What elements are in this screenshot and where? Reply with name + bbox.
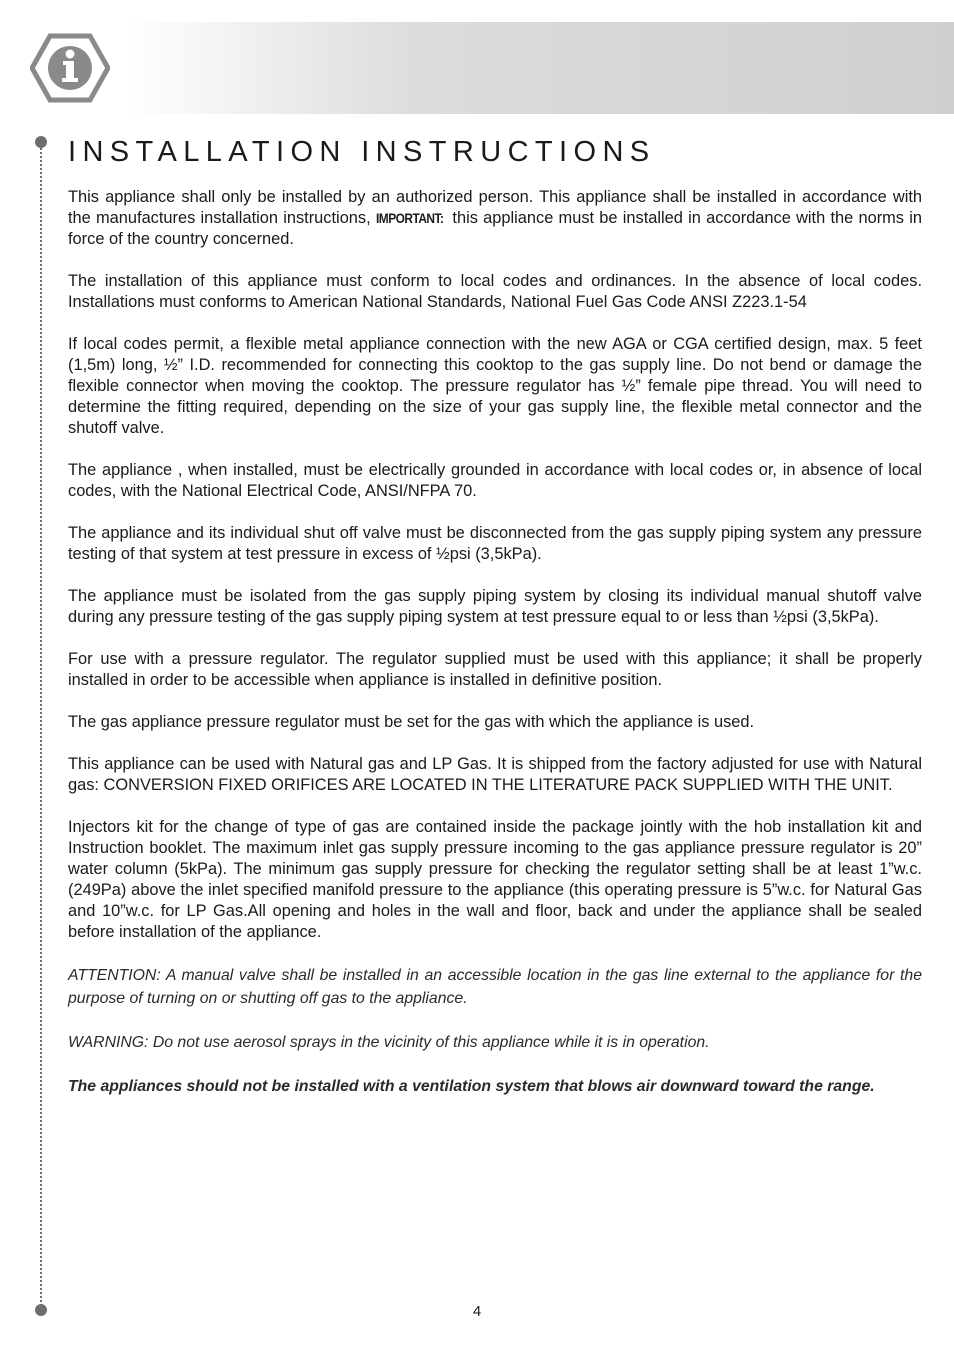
- paragraph-authorized-person: [68, 187, 922, 250]
- margin-dotted-rule: [40, 144, 42, 1310]
- paragraph-local-codes: The installation of this appliance must conform to local codes and ordinances. In the absence of local codes. Installations must conforms to American National Standards, National Fuel Gas Code ANSI Z223.1-54: [68, 272, 922, 311]
- info-icon: [30, 33, 110, 103]
- paragraph-gas-types: This appliance can be used with Natural gas and LP Gas. It is shipped from the factory adjusted for use with Natural gas: CONVERSION FIXED ORIFICES ARE LOCATED IN THE LITERATURE PACK SUPPLIED WITH THE UNIT.: [68, 755, 922, 794]
- paragraph-grounding: The appliance , when installed, must be electrically grounded in accordance with local codes or, in absence of local codes, with the National Electrical Code, ANSI/NFPA 70.: [68, 461, 922, 500]
- attention-note: ATTENTION: A manual valve shall be installed in an accessible location in the gas line external to the appliance for the purpose of turning on or shutting off gas to the appliance.: [68, 967, 922, 1007]
- paragraph-text: This appliance shall only be installed by an authorized person. This appliance shall be installed in accordance with the manufactures installation instructions,: [68, 188, 922, 227]
- header-band: [125, 22, 954, 114]
- ventilation-note: The appliances should not be installed with a ventilation system that blows air downward toward the range.: [68, 1078, 875, 1095]
- paragraph-pressure-regulator: For use with a pressure regulator. The regulator supplied must be used with this appliance; it shall be properly installed in order to be accessible when appliance is installed in definitive position.: [68, 650, 922, 689]
- instructions-body: [68, 187, 922, 1119]
- warning-note: WARNING: Do not use aerosol sprays in the vicinity of this appliance while it is in operation.: [68, 1034, 710, 1051]
- paragraph-flexible-connector: If local codes permit, a flexible metal appliance connection with the new AGA or CGA certified design, max. 5 feet (1,5m) long, ½” I.D. recommended for connecting this cooktop to the gas supply line. Do not bend or damage the flexible connector when moving the cooktop. The pressure regulator has ½” female pipe thread. You will need to determine the fitting required, depending on the size of your gas supply line, the flexible metal connector and the shutoff valve.: [68, 335, 922, 437]
- important-label: IMPORTANT:: [375, 210, 444, 226]
- paragraph-shutoff-disconnect: The appliance and its individual shut off valve must be disconnected from the gas supply piping system any pressure testing of that system at test pressure in excess of ½psi (3,5kPa).: [68, 524, 922, 563]
- paragraph-injectors-kit: Injectors kit for the change of type of gas are contained inside the package jointly with the hob installation kit and Instruction booklet. The maximum inlet gas supply pressure incoming to the gas appliance pressure regulator is 20” water column (5kPa). The minimum gas supply pressure for checking the regulator setting shall be at least 1”w.c.(249Pa) above the inlet specified manifold pressure to the appliance (this operating pressure is 5”w.c. for Natural Gas and 10”w.c. for LP Gas.All opening and holes in the wall and floor, back and under the appliance shall be sealed before installation of the appliance.: [68, 818, 922, 941]
- page-number: 4: [472, 1303, 482, 1320]
- paragraph-text: this appliance must be installed in accordance with the norms in force of the country concerned.: [68, 209, 922, 248]
- rule-dot-top: [35, 136, 47, 148]
- paragraph-regulator-setting: The gas appliance pressure regulator must be set for the gas with which the appliance is used.: [68, 713, 755, 731]
- paragraph-isolation: The appliance must be isolated from the gas supply piping system by closing its individual manual shutoff valve during any pressure testing of the gas supply piping system at test pressure equal to or less than ½psi (3,5kPa).: [68, 587, 922, 626]
- page-title: INSTALLATION INSTRUCTIONS: [68, 136, 656, 168]
